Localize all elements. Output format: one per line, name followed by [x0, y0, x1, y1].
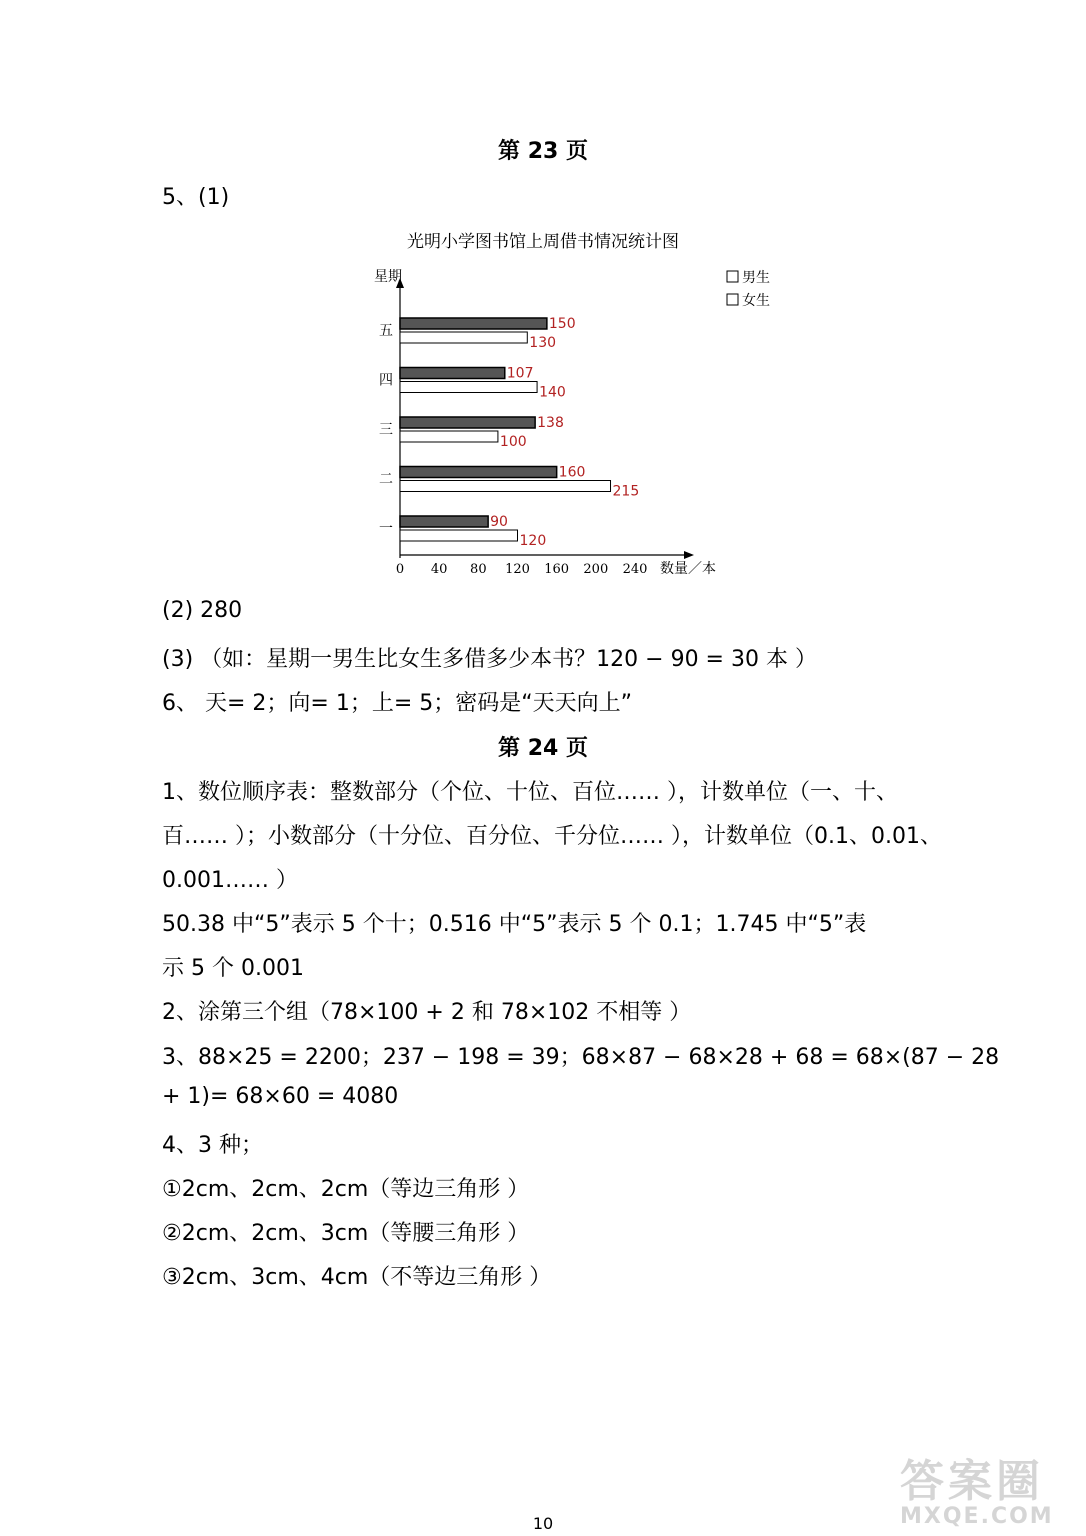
- bar-girls: [400, 382, 537, 393]
- question-4-option-3: ③2cm、3cm、4cm（不等边三角形 ）: [162, 1265, 552, 1290]
- page-number: 10: [532, 1514, 554, 1533]
- bar-boys: [400, 368, 505, 379]
- question-4-option-1: ①2cm、2cm、2cm（等边三角形 ）: [162, 1177, 530, 1202]
- legend-swatch-boys: [727, 271, 738, 282]
- question-3-line-b: + 1)= 68×60 = 4080: [162, 1084, 399, 1109]
- x-axis-arrow: [684, 551, 694, 559]
- question-1-line-e: 示 5 个 0.001: [162, 956, 304, 981]
- bar-chart: [360, 258, 780, 588]
- watermark-line1: 答案圈: [900, 1456, 1044, 1507]
- x-tick-label: 120: [505, 562, 530, 577]
- data-label: 160: [558, 464, 586, 481]
- bar-girls: [400, 481, 611, 492]
- legend-label-boys: 男生: [742, 270, 770, 286]
- question-5-1-label: 5、(1): [162, 185, 230, 210]
- category-label: 三: [379, 422, 393, 438]
- bar-girls: [400, 431, 498, 442]
- legend-swatch-girls: [727, 294, 738, 305]
- question-3-line-a: 3、88×25 = 2200；237 − 198 = 39；68×87 − 68×28 + 68 = 68×(87 − 28: [162, 1045, 1000, 1070]
- x-tick-label: 200: [583, 562, 609, 577]
- bar-boys: [400, 467, 557, 478]
- bar-boys: [400, 516, 488, 527]
- data-label: 140: [539, 384, 566, 401]
- question-1-line-a: 1、数位顺序表：整数部分（个位、十位、百位…… ），计数单位（一、十、: [162, 780, 898, 805]
- question-4-option-2: ②2cm、2cm、3cm（等腰三角形 ）: [162, 1221, 530, 1246]
- page-24-heading: 第 24 页: [498, 736, 588, 761]
- bar-boys: [400, 318, 547, 329]
- category-label: 二: [379, 471, 393, 488]
- category-label: 一: [379, 521, 393, 537]
- data-label: 150: [548, 316, 576, 332]
- bar-girls: [400, 332, 527, 343]
- x-tick-label: 0: [395, 562, 405, 577]
- x-axis-label: 数量／本: [660, 561, 716, 577]
- data-label: 100: [499, 434, 527, 450]
- question-5-3-answer: (3) （如：星期一男生比女生多借多少本书？120 − 90 = 30 本 ）: [162, 647, 817, 672]
- question-1-line-b: 百…… ）；小数部分（十分位、百分位、千分位…… ），计数单位（0.1、0.01、: [162, 824, 942, 849]
- question-1-line-d: 50.38 中“5”表示 5 个十；0.516 中“5”表示 5 个 0.1；1.745 中“5”表: [162, 912, 867, 937]
- legend-label-girls: 女生: [742, 293, 770, 309]
- x-tick-label: 80: [470, 562, 487, 577]
- bar-girls: [400, 530, 518, 541]
- question-4-answer: 4、3 种；: [162, 1133, 263, 1158]
- x-tick-label: 240: [622, 562, 648, 577]
- bar-boys: [400, 417, 535, 428]
- x-tick-label: 160: [544, 562, 570, 577]
- page-23-heading: 第 23 页: [498, 139, 588, 164]
- category-label: 五: [379, 323, 393, 339]
- watermark-line2: MXQE.COM: [900, 1504, 1054, 1529]
- data-label: 130: [529, 335, 557, 351]
- data-label: 90: [490, 514, 508, 530]
- x-tick-label: 40: [430, 562, 448, 577]
- chart-title: 光明小学图书馆上周借书情况统计图: [407, 232, 679, 252]
- data-label: 120: [519, 533, 547, 549]
- data-label: 138: [537, 415, 564, 431]
- category-label: 四: [379, 372, 393, 389]
- question-1-line-c: 0.001…… ）: [162, 868, 298, 893]
- data-label: 215: [612, 483, 640, 500]
- question-6-answer: 6、 天= 2；向= 1；上= 5；密码是“天天向上”: [162, 691, 633, 716]
- y-axis-label: 星期: [374, 269, 402, 285]
- data-label: 107: [506, 365, 534, 382]
- question-5-2-answer: (2) 280: [162, 598, 243, 623]
- question-2-answer: 2、涂第三个组（78×100 + 2 和 78×102 不相等 ）: [162, 1000, 692, 1025]
